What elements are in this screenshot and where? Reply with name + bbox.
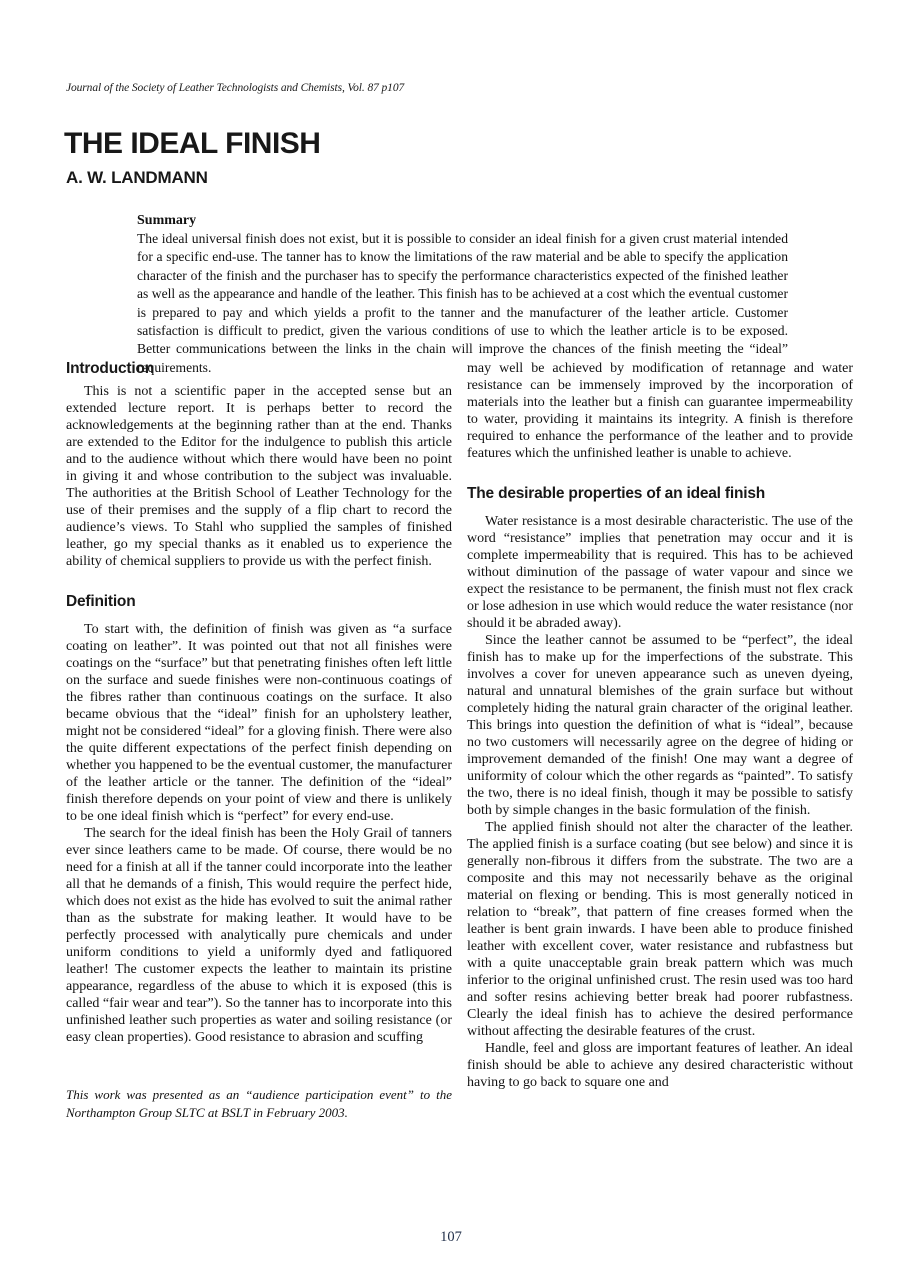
article-title: THE IDEAL FINISH [64, 127, 321, 160]
desirable-paragraph-4: Handle, feel and gloss are important features of leather. An ideal finish should be able to achieve any desired characteristic without having to go back to square one and [467, 1041, 853, 1090]
left-column [66, 360, 452, 1134]
continuation-paragraph: may well be achieved by modification of retannage and water resistance can be immensely improved by the incorporation of materials into the leather but a finish can guarantee impermeability to water, providing it maintains its integrity. A finish is therefore required to enhance the performance of the leather and to provide features which the unfinished leather is unable to achieve. [467, 361, 853, 461]
definition-paragraph-1: To start with, the definition of finish was given as “a surface coating on leather”. It was pointed out that not all finishes were coatings on the “surface” but that penetrating finishes often left little on the surface and suede finishes were non-continuous coatings of the fibres rather than continuous coatings on the surface. It also became obvious that the “ideal” finish for an upholstery leather, might not be considered “ideal” for a gloving finish. There were also the quite different expectations of the perfect finish depending on whether you happened to be the eventual customer, the manufacturer of the leather article or the tanner. The definition of the “ideal” finish therefore depends on your point of view and there is unlikely to be one ideal finish which is “perfect” for every end-use. [66, 622, 452, 824]
desirable-paragraph-3: The applied finish should not alter the character of the leather. The applied finish is a surface coating (but see below) and since it is generally non-fibrous it differs from the substrate. The two are a composite and this may not necessarily behave as the original material on flexing or bending. This is most generally noticed in relation to “break”, that pattern of fine creases formed when the leather is bent grain inwards. I have been able to produce finished leather with excellent cover, water resistance and rubfastness but with a quite unacceptable grain break pattern which was much inferior to the original unfinished crust. The resin used was too hard and softer resins achieving better break had poorer rubfastness. Clearly the ideal finish has to achieve the desired performance without affecting the desirable features of the crust. [467, 820, 853, 1039]
section-heading-desirable-properties: The desirable properties of an ideal finish [467, 485, 766, 502]
body-columns [66, 360, 853, 1134]
desirable-paragraph-2: Since the leather cannot be assumed to be “perfect”, the ideal finish has to make up for the imperfections of the substrate. This involves a cover for uneven appearance such as uneven dyeing, natural and unnatural blemishes of the grain surface but without completely hiding the natural grain character of the original leather. This brings into question the definition of what is “ideal”, because no two customers will necessarily agree on the degree of hiding or improvement demanded of the finish! One may want a degree of uniformity of colour which the other regards as “painted”. To satisfy the two, there is no ideal finish, though it may be possible to satisfy both by simple changes in the basic formulation of the finish. [467, 633, 853, 818]
article-author: A. W. LANDMANN [66, 168, 208, 187]
definition-paragraph-2: The search for the ideal finish has been the Holy Grail of tanners ever since leathers came to be made. Of course, there would be no need for a finish at all if the tanner could incorporate into the leather all that he demands of a finish, This would require the perfect hide, which does not exist as the hide has evolved to suit the animal rather than as the substrate for making leather. It would have to be perfectly processed with analytically pure chemicals and under uniform conditions to yield a uniformly dyed and fatliquored leather! The customer expects the leather to maintain its pristine appearance, regardless of the abuse to which it is exposed (this is called “fair wear and tear”). So the tanner has to incorporate into this unfinished leather such properties as water and soiling resistance (or easy clean properties). Good resistance to abrasion and scuffing [66, 826, 453, 1045]
desirable-paragraph-1: Water resistance is a most desirable characteristic. The use of the word “resistance” implies that penetration may occur and it is complete impermeability that is required. This has to be achieved without diminution of the passage of water vapour and since we expect the resistance to be permanent, the finish must not flex crack or lose adhesion in use which would reduce the water resistance (nor should it be abraded away). [467, 514, 853, 631]
right-column [467, 360, 853, 1134]
section-heading-definition: Definition [66, 593, 136, 610]
summary-heading: Summary [137, 213, 197, 228]
presentation-footnote: This work was presented as an “audience participation event” to the Northampton Group SLTC at BSLT in February 2003. [66, 1087, 452, 1120]
summary-text: The ideal universal finish does not exist, but it is possible to consider an ideal finish for a given crust material intended for a specific end-use. The tanner has to know the limitations of the raw material and be able to specify the application character of the finish and the purchaser has to specify the performance characteristics expected of the finished leather as well as the appearance and handle of the leather. This finish has to be achieved at a cost which the eventual customer is prepared to pay and which yields a profit to the tanner and the manufacturer of the leather article. Customer satisfaction is difficult to predict, given the various conditions of use to which the leather article is to be exposed. Better communications between the links in the chain will improve the chances of the finish meeting the “ideal” requirements. [137, 231, 788, 375]
journal-header: Journal of the Society of Leather Technologists and Chemists, Vol. 87 p107 [66, 82, 405, 94]
section-heading-introduction: Introduction [66, 360, 154, 377]
summary-block [137, 213, 788, 377]
page-number: 107 [440, 1229, 462, 1245]
introduction-paragraph: This is not a scientific paper in the accepted sense but an extended lecture report. It is perhaps better to record the acknowledgements at the beginning rather than at the end. Thanks are extended to the Editor for the indulgence to publish this article and to the audience without which there would have been no point in giving it and whose contribution to the subject was invaluable. The authorities at the British School of Leather Technology for the use of their premises and the supply of a flip chart to record the audience’s views. To Stahl who supplied the samples of finished leather, go my special thanks as it enabled us to experience the ability of chemical suppliers to provide us with the perfect finish. [66, 384, 452, 569]
